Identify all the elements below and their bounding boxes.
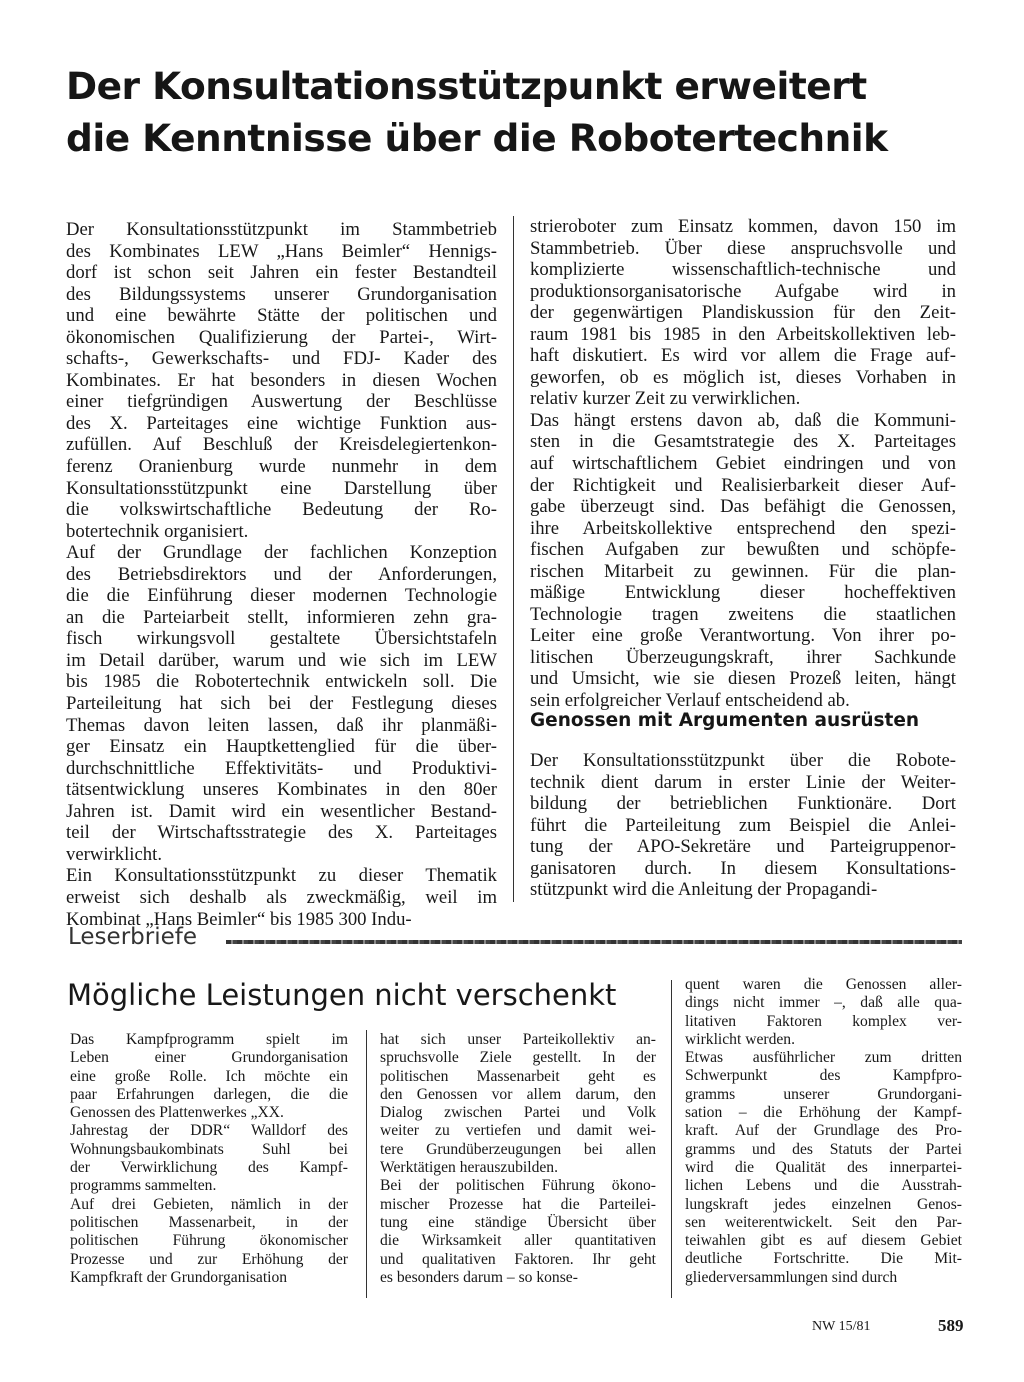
- text-line: lungskraft jedes einzelnen Genos-: [685, 1195, 962, 1213]
- text-line: die volkswirtschaftliche Bedeutung der Ro-: [66, 499, 497, 521]
- text-line: komplizierte wissenschaftlich-technische und: [530, 259, 956, 281]
- text-line: stützpunkt wird die Anleitung der Propagandi-: [530, 879, 878, 901]
- text-line: der Verwirklichung des Kampf-: [70, 1159, 348, 1177]
- text-line: raum 1981 bis 1985 in den Arbeitskollektiven leb-: [530, 323, 956, 345]
- text-line: teiwahlen gibt es auf diesem Gebiet: [685, 1232, 962, 1250]
- text-line: Konsultationsstützpunkt eine Darstellung über: [66, 477, 497, 499]
- text-line: produktionsorganisatorische Aufgabe wird in: [530, 280, 956, 302]
- text-line: Prozesse und zur Erhöhung der: [70, 1250, 348, 1268]
- text-line: durchschnittliche Effektivitäts- und Produktivi-: [66, 757, 497, 779]
- text-line: Schwerpunkt des Kampfpro-: [685, 1067, 962, 1085]
- text-line: tätsentwicklung unseres Kombinates in den 80er: [66, 779, 497, 801]
- text-line: mäßige Entwicklung dieser hocheffektiven: [530, 582, 956, 604]
- text-line: litativen Faktoren komplex ver-: [685, 1012, 962, 1030]
- section-label-leserbriefe: Leserbriefe: [68, 924, 197, 950]
- text-line: gramms und des Statuts der Partei: [685, 1140, 962, 1158]
- text-line: strieroboter zum Einsatz kommen, davon 150 im: [530, 216, 956, 237]
- text-line: mischer Prozesse hat die Parteilei-: [380, 1195, 656, 1213]
- text-line: Der Konsultationsstützpunkt über die Robote-: [530, 750, 956, 771]
- text-line: ger Einsatz ein Hauptkettenglied für die über-: [66, 736, 497, 758]
- text-line: quent waren die Genossen aller-: [685, 976, 962, 993]
- text-line: zufüllen. Auf Beschluß der Kreisdelegiertenkon-: [66, 434, 497, 456]
- headline-line: Der Konsultationsstützpunkt erweitert: [66, 64, 867, 108]
- text-line: gramms unserer Grundorgani-: [685, 1085, 962, 1103]
- text-line: Das Kampfprogramm spielt im: [70, 1031, 348, 1048]
- text-line: Wohnungsbaukombinats Suhl bei: [70, 1140, 348, 1158]
- article-column-1: [66, 219, 497, 930]
- text-line: bildung der betrieblichen Funktionäre. Dort: [530, 793, 956, 815]
- issue-label: NW 15/81: [812, 1319, 871, 1334]
- text-line: Werktätigen herauszubilden.: [380, 1159, 559, 1177]
- text-line: und eine bewährte Stätte der politischen und: [66, 305, 497, 327]
- text-line: ferenz Oranienburg wurde nunmehr in dem: [66, 456, 497, 478]
- text-line: Auf der Grundlage der fachlichen Konzeption: [66, 542, 497, 564]
- text-line: Der Konsultationsstützpunkt im Stammbetrieb: [66, 219, 497, 240]
- text-line: dorf ist schon seit Jahren ein fester Bestandteil: [66, 262, 497, 284]
- text-line: des Betriebsdirektors und der Anforderungen,: [66, 563, 497, 585]
- text-line: Kombinat „Hans Beimler“ bis 1985 300 Indu-: [66, 908, 412, 930]
- text-line: ökonomischen Qualifizierung der Partei-, Wirt-: [66, 326, 497, 348]
- text-line: und Umsicht, wie sie diesen Prozeß leiten, hängt: [530, 668, 956, 690]
- text-line: an die Parteiarbeit stellt, informieren zehn gra-: [66, 606, 497, 628]
- text-line: technik dient darum in erster Linie der Weiter-: [530, 771, 956, 793]
- text-line: des Bildungssystems unserer Grundorganisation: [66, 283, 497, 305]
- text-line: der Richtigkeit und Realisierbarkeit dieser Auf-: [530, 474, 956, 496]
- text-line: kraft. Auf der Grundlage des Pro-: [685, 1122, 962, 1140]
- text-line: politischen Massenarbeit, in der: [70, 1213, 348, 1231]
- text-line: Leben einer Grundorganisation: [70, 1049, 348, 1067]
- text-line: Ein Konsultationsstützpunkt zu dieser Thematik: [66, 865, 497, 887]
- text-line: Etwas ausführlicher zum dritten: [685, 1049, 962, 1067]
- text-line: führt die Parteileitung zum Beispiel die Anlei-: [530, 814, 956, 836]
- column-divider: [366, 1030, 367, 1298]
- text-line: im Detail darüber, warum und wie sich im LEW: [66, 649, 497, 671]
- text-line: Kombinates. Er hat besonders in diesen Wochen: [66, 369, 497, 391]
- text-line: weiter zu vertiefen und damit wei-: [380, 1122, 656, 1140]
- text-line: es besonders darum – so konse-: [380, 1268, 578, 1286]
- text-line: Themas davon leiten lassen, daß ihr planmäßi-: [66, 714, 497, 736]
- text-line: lichen Lebens und die Ausstrah-: [685, 1177, 962, 1195]
- text-line: fischen Aufgaben zur bewußten und schöpfe-: [530, 539, 956, 561]
- text-line: den Genossen vor allem darum, den: [380, 1085, 656, 1103]
- text-line: politischen Massenarbeit geht es: [380, 1067, 656, 1085]
- text-line: und qualitativen Faktoren. Ihr geht: [380, 1250, 656, 1268]
- text-line: Das hängt erstens davon ab, daß die Kommuni-: [530, 409, 956, 431]
- text-line: fisch wirkungsvoll gestaltete Übersichtstafeln: [66, 628, 497, 650]
- letter-column-2: [380, 1031, 656, 1287]
- text-line: politischen Führung ökonomischer: [70, 1232, 348, 1250]
- text-line: der gegenwärtigen Plandiskussion für den Zeit-: [530, 302, 956, 324]
- text-line: Kampfkraft der Grundorganisation: [70, 1268, 288, 1286]
- letter-title: Mögliche Leistungen nicht verschenkt: [67, 978, 617, 1012]
- text-line: gliederversammlungen sind durch: [685, 1268, 898, 1286]
- article-subheading: Genossen mit Argumenten ausrüsten: [530, 710, 920, 731]
- text-line: gabe überzeugt sind. Das befähigt die Genossen,: [530, 496, 956, 518]
- section-rule: [226, 940, 962, 944]
- text-line: auf wirtschaftlichem Gebiet eindringen und von: [530, 453, 956, 475]
- text-line: sten in die Gesamtstrategie des X. Parteitages: [530, 431, 956, 453]
- article-headline: [66, 60, 966, 164]
- text-line: ganisatoren durch. In diesem Konsultations-: [530, 857, 956, 879]
- text-line: die die Einführung dieser modernen Technologie: [66, 585, 497, 607]
- text-line: einer tiefgründigen Auswertung der Beschlüsse: [66, 391, 497, 413]
- article-column-2-continued: [530, 750, 956, 901]
- text-line: relativ kurzer Zeit zu verwirklichen.: [530, 388, 801, 410]
- text-line: tung der APO-Sekretäre und Parteigruppenor-: [530, 836, 956, 858]
- text-line: tere Grundüberzeugungen bei allen: [380, 1140, 656, 1158]
- text-line: tung eine ständige Übersicht über: [380, 1213, 656, 1231]
- text-line: erweist sich deshalb als zweckmäßig, weil im: [66, 886, 497, 908]
- article-column-2: [530, 216, 956, 712]
- page-number: 589: [938, 1316, 964, 1335]
- text-line: sen weiterentwickelt. Seit den Par-: [685, 1213, 962, 1231]
- text-line: programms sammelten.: [70, 1177, 217, 1195]
- text-line: Auf drei Gebieten, nämlich in der: [70, 1195, 348, 1213]
- text-line: wird die Qualität des innerpartei-: [685, 1158, 962, 1176]
- text-line: ihre Arbeitskollektive entsprechend den spezi-: [530, 517, 956, 539]
- letter-column-3: [685, 976, 962, 1287]
- headline-line: die Kenntnisse über die Robotertechnik: [66, 116, 888, 160]
- text-line: verwirklicht.: [66, 843, 163, 865]
- text-line: paar Erfahrungen darlegen, die die: [70, 1085, 348, 1103]
- text-line: bis 1985 die Robotertechnik entwickeln soll. Die: [66, 671, 497, 693]
- letter-column-1: [70, 1031, 348, 1287]
- text-line: Genossen des Plattenwerkes „XX.: [70, 1104, 284, 1122]
- text-line: sein erfolgreicher Verlauf entscheidend ab.: [530, 690, 850, 712]
- text-line: wirklicht werden.: [685, 1030, 795, 1048]
- text-line: Leiter eine große Verantwortung. Von ihrer po-: [530, 625, 956, 647]
- text-line: Technologie tragen zweitens die staatlichen: [530, 603, 956, 625]
- text-line: Jahren ist. Damit wird ein wesentlicher Bestand-: [66, 800, 497, 822]
- text-line: botertechnik organisiert.: [66, 520, 249, 542]
- text-line: Dialog zwischen Partei und Volk: [380, 1104, 656, 1122]
- text-line: haft diskutiert. Es wird vor allem die Frage auf-: [530, 345, 956, 367]
- text-line: Jahrestag der DDR“ Walldorf des: [70, 1122, 348, 1140]
- text-line: Parteileitung hat sich bei der Festlegung dieses: [66, 693, 497, 715]
- text-line: teil der Wirtschaftsstrategie des X. Parteitages: [66, 822, 497, 844]
- text-line: litischen Überzeugungskraft, ihrer Sachkunde: [530, 646, 956, 668]
- text-line: des X. Parteitages eine wichtige Funktion aus-: [66, 412, 497, 434]
- text-line: des Kombinates LEW „Hans Beimler“ Hennigs-: [66, 240, 497, 262]
- text-line: deutliche Fortschritte. Die Mit-: [685, 1250, 962, 1268]
- text-line: die Wirksamkeit aller quantitativen: [380, 1232, 656, 1250]
- text-line: dings nicht immer –, daß alle qua-: [685, 994, 962, 1012]
- text-line: hat sich unser Parteikollektiv an-: [380, 1031, 656, 1048]
- text-line: Stammbetrieb. Über diese anspruchsvolle und: [530, 237, 956, 259]
- text-line: geworfen, ob es möglich ist, dieses Vorhaben in: [530, 366, 956, 388]
- text-line: spruchsvolle Ziele gestellt. In der: [380, 1049, 656, 1067]
- text-line: schafts-, Gewerkschafts- und FDJ- Kader des: [66, 348, 497, 370]
- text-line: rischen Mitarbeit zu gewinnen. Für die plan-: [530, 560, 956, 582]
- text-line: sation – die Erhöhung der Kampf-: [685, 1104, 962, 1122]
- text-line: Bei der politischen Führung ökono-: [380, 1177, 656, 1195]
- text-line: eine große Rolle. Ich möchte ein: [70, 1067, 348, 1085]
- column-divider: [671, 980, 672, 1298]
- column-divider: [513, 216, 514, 902]
